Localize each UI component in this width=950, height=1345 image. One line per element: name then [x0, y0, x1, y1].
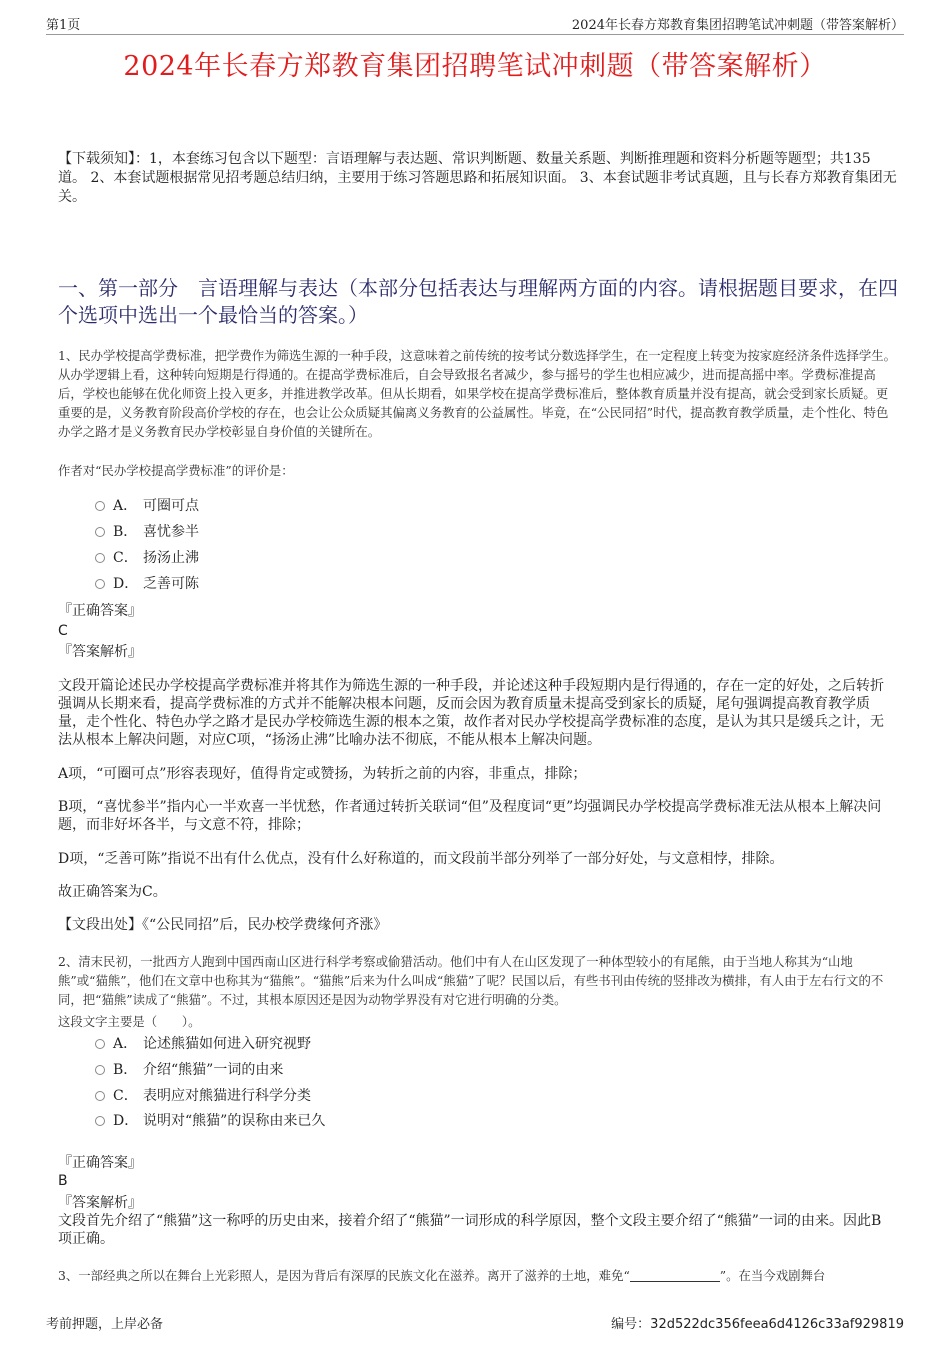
download-notice: 【下载须知】：1，本套练习包含以下题型：言语理解与表达题、常识判断题、数量关系题、判断推理题和资料分析题等题型；共135道。 2、本套试题根据常见招考题总结归纳，主要用于练习答题思路和拓展知识面。 3、本套试题非考试真题，且与长春方郑教育集团无关。 — [58, 151, 897, 205]
radio-icon[interactable] — [95, 527, 105, 537]
question-2-text: 2、清末民初，一批西方人跑到中国西南山区进行科学考察或偷猎活动。他们中有人在山区发现了一种体型较小的有尾熊，由于当地人称其为“山地熊”或“猫熊”，他们在文章中也称其为“猫熊”。“猫熊”后来为什么叫成“熊猫”了呢？民国以后，有些书刊由传统的竖排改为横排，有人由于左右行文的不同，把“猫熊”读成了“熊猫”。不过，其根本原因还是因为动物学界没有对它进行明确的分类。 — [58, 954, 884, 1007]
q1-correct-label: 『正确答案』 — [58, 603, 142, 619]
q2-correct-label: 『正确答案』 — [58, 1155, 142, 1171]
q1-option-b[interactable]: B． 喜忧参半 — [95, 523, 199, 541]
q2-analysis-label: 『答案解析』 — [58, 1195, 142, 1211]
q2-option-b[interactable]: B． 介绍“熊猫”一词的由来 — [95, 1061, 283, 1079]
header-doc-title: 2024年长春方郑教育集团招聘笔试冲刺题（带答案解析） — [571, 18, 904, 33]
q1-source: 【文段出处】《“公民同招”后，民办校学费缘何齐涨》 — [58, 917, 388, 933]
fill-blank — [630, 1269, 720, 1282]
q1-option-a[interactable]: A． 可圈可点 — [95, 497, 199, 515]
radio-icon[interactable] — [95, 579, 105, 589]
q2-option-c[interactable]: C． 表明应对熊猫进行科学分类 — [95, 1087, 311, 1105]
q1-analysis-main: 文段开篇论述民办学校提高学费标准并将其作为筛选生源的一种手段，并论述这种手段短期内是行得通的，存在一定的好处，之后转折强调从长期来看，提高学费标准的方式并不能解决根本问题，反而会因为教育质量未提高受到家长的质疑，尾句强调提高教育教学质量，走个性化、特色办学之路才是民办学校筛选生源的根本之策，故作者对民办学校提高学费标准的态度，是认为其只是缓兵之计，无法从根本上解决问题，对应C项，“扬汤止沸”比喻办法不彻底，不能从根本上解决问题。 — [58, 678, 884, 748]
q1-analysis-d: D项，“乏善可陈”指说不出有什么优点，没有什么好称道的，而文段前半部分列举了一部分好处，与文意相悖，排除。 — [58, 851, 784, 867]
q1-option-c[interactable]: C． 扬汤止沸 — [95, 549, 199, 567]
q1-analysis-a: A项，“可圈可点”形容表现好，值得肯定或赞扬，为转折之前的内容，非重点，排除； — [58, 766, 587, 782]
question-1-text: 1、民办学校提高学费标准，把学费作为筛选生源的一种手段，这意味着之前传统的按考试分数选择学生，在一定程度上转变为按家庭经济条件选择学生。从办学逻辑上看，这种转向短期是行得通的。在提高学费标准后，自会导致报名者减少，参与摇号的学生也相应减少，进而提高摇中率。学费标准提高后，学校也能够在优化师资上投入更多，并推进教学改革。但从长期看，如果学校在提高学费标准后，整体教育质量并没有提高，就会受到家长质疑。更重要的是，义务教育阶段高价学校的存在，也会让公众质疑其偏离义务教育的公益属性。毕竟，在“公民同招”时代，提高教育教学质量，走个性化、特色办学之路才是义务教育民办学校彰显自身价值的关键所在。 — [58, 348, 897, 439]
page-header — [46, 14, 904, 35]
q1-answer: C — [58, 623, 68, 639]
radio-icon[interactable] — [95, 1065, 105, 1075]
question-3-text: 3、一部经典之所以在舞台上光彩照人，是因为背后有深厚的民族文化在滋养。离开了滋养的土地，难免“ ”。在当今戏剧舞台 — [58, 1268, 826, 1283]
q2-option-d[interactable]: D． 说明对“熊猫”的误称由来已久 — [95, 1112, 325, 1130]
section-heading: 一、第一部分 言语理解与表达（本部分包括表达与理解两方面的内容。请根据题目要求，在四个选项中选出一个最恰当的答案。） — [58, 276, 898, 327]
radio-icon[interactable] — [95, 553, 105, 563]
q1-analysis-label: 『答案解析』 — [58, 644, 142, 660]
q2-analysis: 文段首先介绍了“熊猫”这一称呼的历史由来，接着介绍了“熊猫”一词形成的科学原因，整个文段主要介绍了“熊猫”一词的由来。因此B项正确。 — [58, 1213, 882, 1247]
radio-icon[interactable] — [95, 1116, 105, 1126]
footer-code: 编号：32d522dc356feea6d4126c33af929819 — [611, 1317, 904, 1332]
question-2-prompt: 这段文字主要是（ ）。 — [58, 1014, 201, 1029]
q2-option-a[interactable]: A． 论述熊猫如何进入研究视野 — [95, 1035, 311, 1053]
q2-answer: B — [58, 1173, 68, 1189]
page-title: 2024年长春方郑教育集团招聘笔试冲刺题（带答案解析） — [123, 51, 827, 82]
radio-icon[interactable] — [95, 1091, 105, 1101]
radio-icon[interactable] — [95, 501, 105, 511]
footer-slogan: 考前押题，上岸必备 — [46, 1317, 164, 1332]
question-1-prompt: 作者对“民办学校提高学费标准”的评价是： — [58, 463, 294, 478]
q1-conclusion: 故正确答案为C。 — [58, 884, 167, 900]
q1-option-d[interactable]: D． 乏善可陈 — [95, 575, 199, 593]
page-number: 第1页 — [46, 18, 81, 33]
q1-analysis-b: B项，“喜忧参半”指内心一半欢喜一半忧愁，作者通过转折关联词“但”及程度词“更”均强调民办学校提高学费标准无法从根本上解决问题，而非好坏各半，与文意不符，排除； — [58, 799, 882, 833]
radio-icon[interactable] — [95, 1039, 105, 1049]
